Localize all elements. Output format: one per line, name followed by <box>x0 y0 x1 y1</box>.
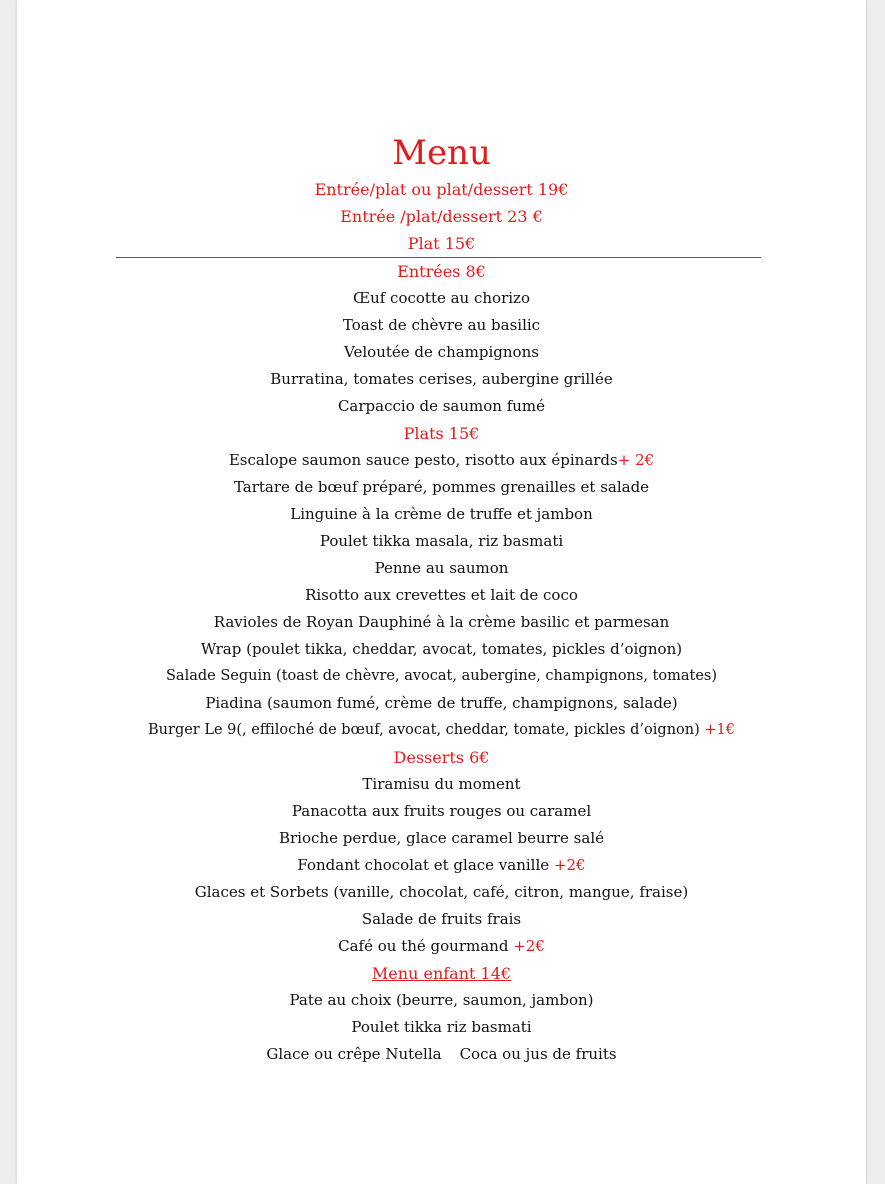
menu-item: Burratina, tomates cerises, aubergine grillée <box>270 370 613 388</box>
menu-item: Toast de chèvre au basilic <box>342 316 541 334</box>
menu-item <box>17 879 866 906</box>
item-text: Tartare de bœuf préparé, pommes grenailles et salade <box>233 478 650 496</box>
item-text: Piadina (saumon fumé, crème de truffe, champignons, salade) <box>205 694 678 712</box>
menu-item <box>17 474 866 501</box>
menu-item <box>17 501 866 528</box>
formula-full: Entrée /plat/dessert 23 € <box>340 207 543 226</box>
item-text: Ravioles de Royan Dauphiné à la crème basilic et parmesan <box>213 613 670 631</box>
menu-item: Pate au choix (beurre, saumon, jambon) <box>289 991 594 1009</box>
section-heading-plats: Plats 15€ <box>403 424 480 443</box>
menu-item <box>17 690 866 717</box>
menu-item <box>17 798 866 825</box>
item-text: Café ou thé gourmand <box>338 937 514 955</box>
menu-item: Œuf cocotte au chorizo <box>353 289 530 307</box>
menu-item: Poulet tikka riz basmati <box>351 1018 532 1036</box>
menu-content <box>17 130 866 1068</box>
menu-item <box>17 771 866 798</box>
supplement-price: + 2€ <box>617 451 655 469</box>
page-title: Menu <box>392 133 491 173</box>
item-text-dessert: Glace ou crêpe Nutella <box>266 1045 442 1063</box>
section-heading-entrees: Entrées 8€ <box>397 262 486 281</box>
section-heading-enfant <box>17 960 866 987</box>
menu-item <box>17 528 866 555</box>
supplement-price: +1€ <box>704 722 735 738</box>
item-text: Burger Le 9(, effiloché de bœuf, avocat, cheddar, tomate, pickles d’oignon) <box>148 722 705 738</box>
menu-item <box>17 852 866 879</box>
item-text: Risotto aux crevettes et lait de coco <box>305 586 578 604</box>
item-text: Panacotta aux fruits rouges ou caramel <box>291 802 592 820</box>
menu-page <box>17 0 866 1184</box>
menu-item <box>17 933 866 960</box>
item-text: Glaces et Sorbets (vanille, chocolat, café, citron, mangue, fraise) <box>194 883 689 901</box>
menu-item <box>17 636 866 663</box>
formula-plat: Plat 15€ <box>407 234 476 253</box>
menu-item <box>17 663 866 690</box>
menu-item <box>17 825 866 852</box>
item-text: Salade Seguin (toast de chèvre, avocat, aubergine, champignons, tomates) <box>165 668 717 684</box>
item-text: Fondant chocolat et glace vanille <box>297 856 554 874</box>
menu-item <box>17 447 866 474</box>
item-text: Poulet tikka masala, riz basmati <box>319 532 564 550</box>
section-heading-enfant-label: Menu enfant 14€ <box>371 964 512 983</box>
section-heading-desserts: Desserts 6€ <box>393 748 490 767</box>
item-text: Brioche perdue, glace caramel beurre salé <box>278 829 604 847</box>
menu-item <box>17 582 866 609</box>
menu-item <box>17 906 866 933</box>
item-text: Wrap (poulet tikka, cheddar, avocat, tomates, pickles d’oignon) <box>200 640 683 658</box>
menu-item: Veloutée de champignons <box>344 343 539 361</box>
menu-item <box>17 1041 866 1068</box>
formula-entree-plat-dessert: Entrée/plat ou plat/dessert 19€ <box>314 180 569 199</box>
supplement-price: +2€ <box>513 937 545 955</box>
menu-item <box>17 555 866 582</box>
supplement-price: +2€ <box>553 856 586 874</box>
item-text: Salade de fruits frais <box>361 910 522 928</box>
menu-item: Carpaccio de saumon fumé <box>337 397 546 415</box>
item-text: Penne au saumon <box>374 559 509 577</box>
item-text-drink: Coca ou jus de fruits <box>459 1045 617 1063</box>
item-text: Tiramisu du moment <box>362 775 521 793</box>
menu-item <box>17 717 866 744</box>
menu-item <box>17 609 866 636</box>
item-text: Escalope saumon sauce pesto, risotto aux épinards <box>228 451 618 469</box>
item-text: Linguine à la crème de truffe et jambon <box>290 505 593 523</box>
